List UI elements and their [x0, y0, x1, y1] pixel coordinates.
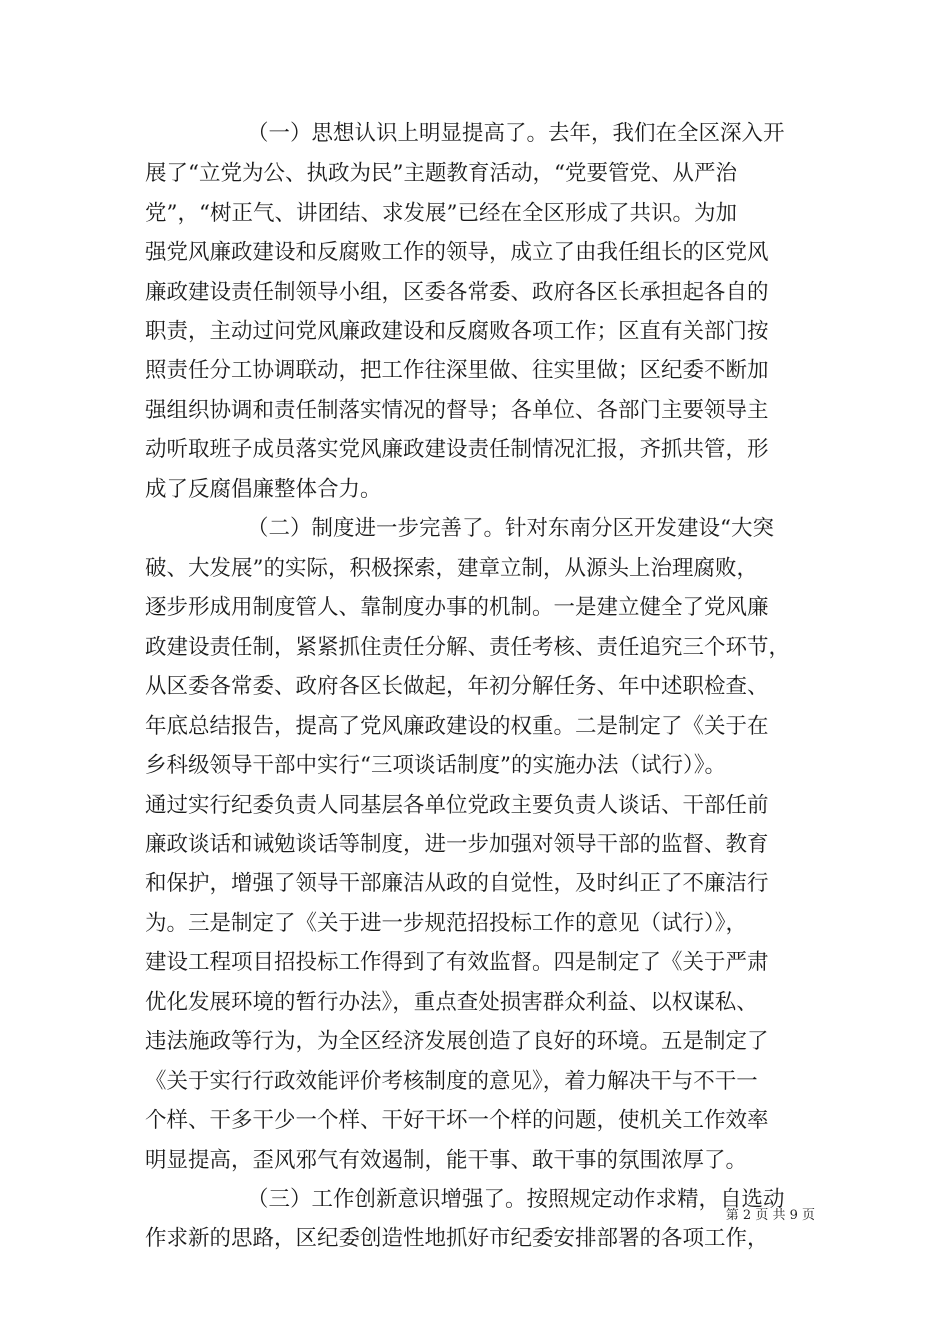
- text-line: 作求新的思路，区纪委创造性地抓好市纪委安排部署的各项工作，: [145, 1226, 769, 1251]
- text-line: 政建设责任制，紧紧抓住责任分解、责任考核、责任追究三个环节，: [145, 635, 791, 660]
- text-line: （三）工作创新意识增强了。按照规定动作求精，自选动: [247, 1187, 785, 1212]
- text-line: 党”，“树正气、讲团结、求发展”已经在全区形成了共识。为加: [145, 201, 737, 226]
- text-line: 通过实行纪委负责人同基层各单位党政主要负责人谈话、干部任前: [145, 793, 769, 818]
- text-line: 乡科级领导干部中实行“三项谈话制度”的实施办法（试行）》。: [145, 753, 726, 778]
- page-number-footer: 第 2 页 共 9 页: [725, 1208, 815, 1223]
- text-line: 职责，主动过问党风廉政建设和反腐败各项工作；区直有关部门按: [145, 319, 769, 344]
- text-line: （一）思想认识上明显提高了。去年，我们在全区深入开: [247, 121, 785, 146]
- text-line: 强党风廉政建设和反腐败工作的领导，成立了由我任组长的区党风: [145, 240, 769, 265]
- text-line: 从区委各常委、政府各区长做起，年初分解任务、年中述职检查、: [145, 674, 769, 699]
- text-line: 建设工程项目招投标工作得到了有效监督。四是制定了《关于严肃: [145, 950, 769, 975]
- text-line: 为。三是制定了《关于进一步规范招投标工作的意见（试行）》，: [145, 911, 748, 936]
- text-line: 廉政谈话和诫勉谈话等制度，进一步加强对领导干部的监督、教育: [145, 832, 769, 857]
- text-line: 个样、干多干少一个样、干好干坏一个样的问题，使机关工作效率: [145, 1108, 769, 1133]
- text-line: 成了反腐倡廉整体合力。: [145, 477, 382, 502]
- text-line: （二）制度进一步完善了。针对东南分区开发建设“大突: [247, 516, 774, 541]
- text-line: 《关于实行行政效能评价考核制度的意见》，着力解决干与不干一: [145, 1069, 758, 1094]
- text-line: 和保护，增强了领导干部廉洁从政的自觉性，及时纠正了不廉洁行: [145, 871, 769, 896]
- text-line: 动听取班子成员落实党风廉政建设责任制情况汇报，齐抓共管，形: [145, 437, 769, 462]
- text-line: 廉政建设责任制领导小组，区委各常委、政府各区长承担起各自的: [145, 280, 769, 305]
- text-line: 违法施政等行为，为全区经济发展创造了良好的环境。五是制定了: [145, 1029, 769, 1054]
- text-line: 照责任分工协调联动，把工作往深里做、往实里做；区纪委不断加: [145, 358, 769, 383]
- text-line: 明显提高，歪风邪气有效遏制，能干事、敢干事的氛围浓厚了。: [145, 1148, 748, 1173]
- text-line: 年底总结报告，提高了党风廉政建设的权重。二是制定了《关于在: [145, 714, 769, 739]
- text-line: 优化发展环境的暂行办法》，重点查处损害群众利益、以权谋私、: [145, 990, 758, 1015]
- text-line: 破、大发展”的实际，积极探索，建章立制，从源头上治理腐败，: [145, 556, 758, 581]
- text-line: 展了“立党为公、执政为民”主题教育活动，“党要管党、从严治: [145, 161, 737, 186]
- text-line: 逐步形成用制度管人、靠制度办事的机制。一是建立健全了党风廉: [145, 595, 769, 620]
- text-line: 强组织协调和责任制落实情况的督导；各单位、各部门主要领导主: [145, 398, 769, 423]
